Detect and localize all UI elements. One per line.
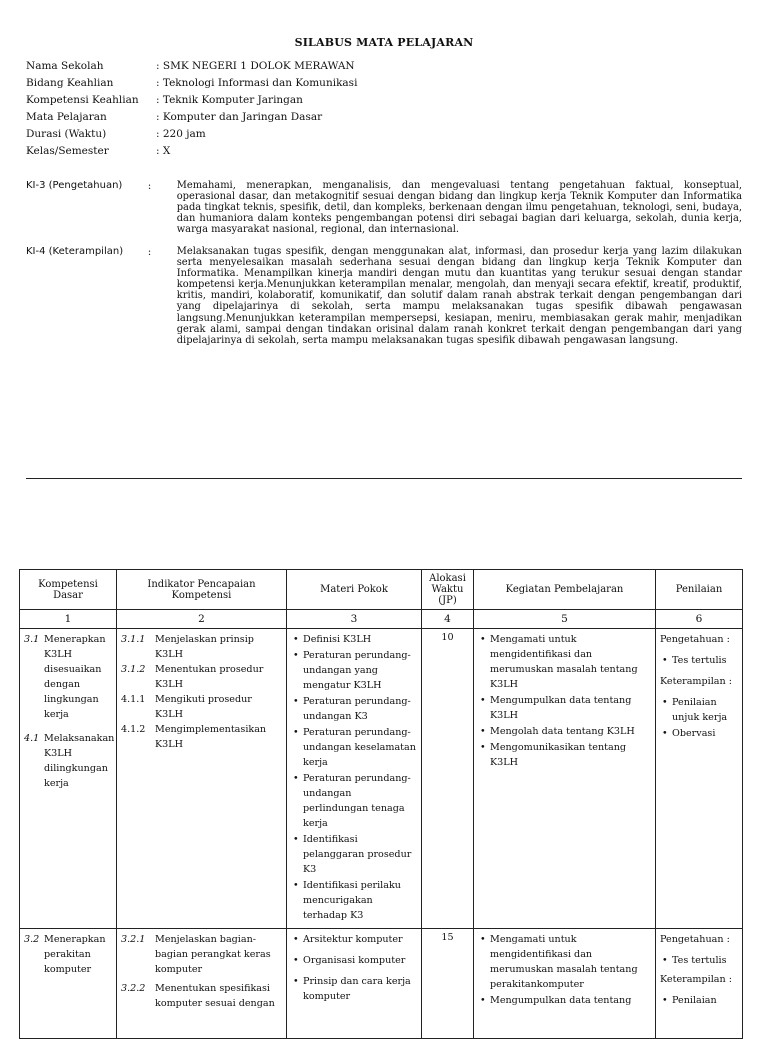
column-number: 2 [117,610,287,629]
info-value: : X [156,145,171,157]
list-item: • Peraturan perundang-undangan perlindungan tenaga kerja [303,771,417,831]
list-item: • Obervasi [672,726,738,741]
penilaian-list [660,653,738,668]
kegiatan-cell [474,629,656,929]
kegiatan-list [478,932,651,1008]
materi-list [291,632,417,923]
info-value: : Teknologi Informasi dan Komunikasi [156,77,358,89]
list-item: • Arsitektur komputer [303,932,417,947]
info-value: : 220 jam [156,128,206,140]
indikator-item [121,932,282,977]
indikator-text: Mengimplementasikan K3LH [155,724,267,750]
info-value: : Komputer dan Jaringan Dasar [156,111,323,123]
kd-text: Melaksanakan K3LH dilingkungan kerja [44,733,115,789]
column-number: 6 [656,610,743,629]
indikator-item [121,632,282,662]
list-item: • Penilaian [672,993,738,1008]
penilaian-label: Pengetahuan : [660,934,730,945]
indikator-code: 3.1.1 [121,634,146,645]
indikator-cell [117,929,287,1039]
table-header-row [20,570,743,610]
kegiatan-list [478,632,651,770]
list-item: • Prinsip dan cara kerja komputer [303,974,417,1004]
ki-key: KI-3 (Pengetahuan) [26,180,123,191]
penilaian-cell [656,629,743,929]
list-item: • Mengomunikasikan tentang K3LH [490,740,651,770]
ki-3-section [26,180,742,235]
column-header: Indikator Pencapaian Kompetensi [117,570,287,610]
list-item: • Tes tertulis [672,953,738,968]
column-number-row [20,610,743,629]
list-item: • Tes tertulis [672,653,738,668]
info-row-competency [26,94,357,111]
kd-code: 3.1 [24,634,40,645]
list-item: • Peraturan perundang-undangan K3 [303,694,417,724]
ki-key: KI-4 (Keterampilan) [26,246,124,257]
column-header: Kegiatan Pembelajaran [474,570,656,610]
info-row-field [26,77,357,94]
ki-text: Memahami, menerapkan, menganalisis, dan mengevaluasi tentang pengetahuan faktual, konseptual, operasional dasar, dan metakognitif sesuai dengan bidang dan lingkup kerja Teknik Komputer dan Informatika pada tingkat teknis, spesifik, detil, dan kompleks, berkenaan dengan ilmu pengetahuan, teknologi, seni, budaya, dan humaniora dalam konteks pengembangan potensi diri sebagai bagian dari keluarga, sekolah, dunia kerja, warga masyarakat nasional, regional, dan internasional. [176,180,742,236]
indikator-cell [117,629,287,929]
indikator-code: 3.1.2 [121,664,146,675]
info-key: Kompetensi Keahlian [26,94,139,106]
info-key: Bidang Keahlian [26,77,114,89]
kd-cell [20,629,117,929]
list-item: • Definisi K3LH [303,632,417,647]
penilaian-label: Pengetahuan : [660,634,730,645]
list-item: • Mengumpulkan data tentang K3LH [490,693,651,723]
column-number: 3 [287,610,422,629]
list-item: • Mengamati untuk mengidentifikasi dan merumuskan masalah tentang K3LH [490,632,651,692]
list-item: • Identifikasi perilaku mencurigakan terhadap K3 [303,878,417,923]
indikator-item [121,722,282,752]
info-block [26,60,357,162]
list-item: • Mengolah data tentang K3LH [490,724,651,739]
column-number: 4 [422,610,474,629]
document-title: SILABUS MATA PELAJARAN [294,36,474,49]
list-item: • Peraturan perundang-undangan keselamatan kerja [303,725,417,770]
kd-item [24,731,115,791]
materi-cell [287,929,422,1039]
column-number: 5 [474,610,656,629]
indikator-code: 4.1.2 [121,724,146,735]
indikator-item [121,692,282,722]
list-item: • Peraturan perundang-undangan yang mengatur K3LH [303,648,417,693]
column-number: 1 [20,610,117,629]
syllabus-table [19,569,743,1039]
kd-code: 3.2 [24,934,40,945]
penilaian-list [660,993,738,1008]
ki-4-section [26,246,742,346]
column-header: Materi Pokok [287,570,422,610]
info-row-subject [26,111,357,128]
kegiatan-cell [474,929,656,1039]
list-item: • Penilaian unjuk kerja [672,695,738,725]
table-row [20,929,743,1039]
materi-list [291,932,417,1004]
kd-text: Menerapkan perakitan komputer [44,934,106,975]
kd-text: Menerapkan K3LH disesuaikan dengan lingkungan kerja [44,634,106,720]
indikator-text: Menjelaskan bagian-bagian perangkat keras komputer [155,934,271,975]
list-item: • Organisasi komputer [303,953,417,968]
info-key: Mata Pelajaran [26,111,107,123]
kd-item [24,632,112,722]
info-key: Durasi (Waktu) [26,128,107,140]
indikator-item [121,981,282,1011]
kd-code: 4.1 [24,733,40,744]
info-row-class [26,145,357,162]
info-value: : SMK NEGERI 1 DOLOK MERAWAN [156,60,355,72]
indikator-text: Menentukan spesifikasi komputer sesuai dengan [155,983,275,1009]
kd-item [24,932,112,977]
alokasi-cell: 10 [422,629,474,929]
column-header: Penilaian [656,570,743,610]
list-item: • Identifikasi pelanggaran prosedur K3 [303,832,417,877]
penilaian-cell [656,929,743,1039]
penilaian-list [660,695,738,741]
indikator-code: 3.2.1 [121,934,146,945]
penilaian-label: Keterampilan : [660,974,732,985]
indikator-text: Menjelaskan prinsip K3LH [155,634,254,660]
indikator-text: Mengikuti prosedur K3LH [155,694,252,720]
list-item: • Mengumpulkan data tentang [490,993,651,1008]
ki-text: Melaksanakan tugas spesifik, dengan menggunakan alat, informasi, dan prosedur kerja yang lazim dilakukan serta menyelesaikan masalah sederhana sesuai dengan bidang dan lingkup kerja Teknik Komputer dan Informatika. Menampilkan kinerja mandiri dengan mutu dan kuantitas yang terukur sesuai dengan standar kompetensi kerja.Menunjukkan keterampilan menalar, mengolah, dan menyaji secara efektif, kreatif, produktif, kritis, mandiri, kolaboratif, komunikatif, dan solutif dalam ranah abstrak terkait dengan pengembangan dari yang dipelajarinya di sekolah, serta mampu melaksanakan tugas spesifik dibawah pengawasan langsung.Menunjukkan keterampilan mempersepsi, kesiapan, meniru, membiasakan gerak mahir, menjadikan gerak alami, sampai dengan tindakan orisinal dalam ranah konkret terkait dengan pengembangan dari yang dipelajarinya di sekolah, serta mampu melaksanakan tugas spesifik dibawah pengawasan langsung. [176,246,742,346]
indikator-item [121,662,282,692]
penilaian-list [660,953,738,968]
info-value: : Teknik Komputer Jaringan [156,94,303,106]
info-row-duration [26,128,357,145]
alokasi-cell: 15 [422,929,474,1039]
penilaian-label: Keterampilan : [660,676,732,687]
ki-colon: : [147,246,152,258]
ki-colon: : [147,180,152,192]
column-header: Kompetensi Dasar [20,570,117,610]
info-row-school [26,60,357,77]
divider-line [26,478,742,479]
indikator-code: 4.1.1 [121,694,146,705]
kd-cell [20,929,117,1039]
column-header: Alokasi Waktu (JP) [422,570,474,610]
list-item: • Mengamati untuk mengidentifikasi dan merumuskan masalah tentang perakitankomputer [490,932,651,992]
indikator-code: 3.2.2 [121,983,146,994]
info-key: Kelas/Semester [26,145,109,157]
materi-cell [287,629,422,929]
info-key: Nama Sekolah [26,60,104,72]
table-row [20,629,743,929]
indikator-text: Menentukan prosedur K3LH [155,664,264,690]
